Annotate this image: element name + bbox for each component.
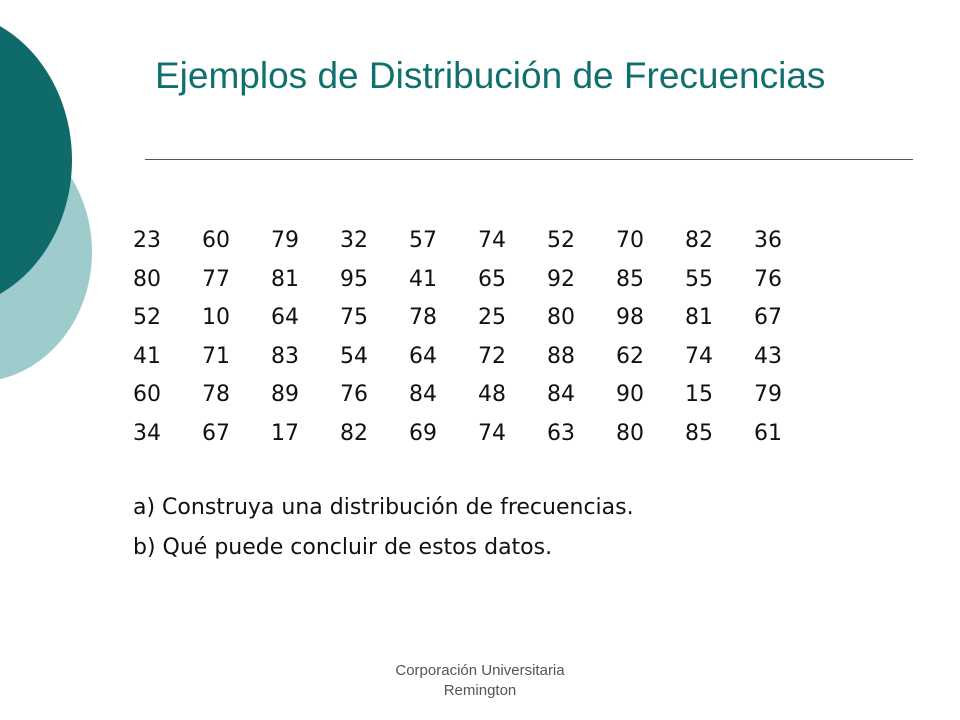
data-cell: 32	[340, 228, 368, 253]
data-cell: 64	[271, 305, 299, 330]
data-cell: 43	[754, 343, 782, 369]
data-row	[133, 222, 823, 261]
data-cell: 89	[271, 382, 299, 407]
data-cell: 23	[133, 228, 161, 253]
data-cell: 52	[547, 228, 575, 253]
data-row	[133, 261, 823, 300]
data-cell: 84	[409, 382, 437, 407]
data-cell: 36	[754, 228, 782, 253]
data-cell: 98	[616, 305, 644, 330]
data-grid	[133, 222, 823, 453]
data-cell: 70	[616, 228, 644, 253]
data-cell: 62	[616, 343, 644, 369]
data-cell: 75	[340, 305, 368, 330]
data-cell: 60	[133, 382, 161, 407]
data-cell: 77	[202, 266, 230, 292]
data-cell: 55	[685, 266, 713, 292]
data-cell: 95	[340, 266, 368, 292]
data-cell: 76	[340, 382, 368, 407]
data-cell: 85	[685, 420, 713, 446]
data-cell: 85	[616, 266, 644, 292]
title-divider	[145, 159, 913, 160]
data-cell: 52	[133, 305, 161, 330]
data-cell: 78	[409, 305, 437, 330]
data-cell: 88	[547, 343, 575, 369]
data-cell: 60	[202, 228, 230, 253]
data-cell: 41	[409, 266, 437, 292]
data-cell: 63	[547, 420, 575, 446]
data-cell: 74	[478, 420, 506, 446]
data-cell: 81	[271, 266, 299, 292]
data-cell: 82	[685, 228, 713, 253]
data-cell: 79	[754, 382, 782, 407]
data-cell: 80	[616, 420, 644, 446]
data-cell: 83	[271, 343, 299, 369]
data-cell: 69	[409, 420, 437, 446]
data-cell: 79	[271, 228, 299, 253]
data-cell: 34	[133, 420, 161, 446]
question-a: a) Construya una distribución de frecuencias.	[133, 495, 634, 520]
data-cell: 64	[409, 343, 437, 369]
data-cell: 54	[340, 343, 368, 369]
data-cell: 74	[478, 228, 506, 253]
footer-line-2: Remington	[443, 682, 517, 699]
data-row	[133, 376, 823, 415]
data-cell: 92	[547, 266, 575, 292]
data-row	[133, 338, 823, 377]
data-cell: 10	[202, 305, 230, 330]
data-cell: 61	[754, 420, 782, 446]
data-cell: 17	[271, 420, 299, 446]
data-cell: 67	[202, 420, 230, 446]
question-b: b) Qué puede concluir de estos datos.	[133, 535, 553, 560]
data-cell: 41	[133, 343, 161, 369]
data-cell: 78	[202, 382, 230, 407]
data-cell: 82	[340, 420, 368, 446]
footer	[330, 661, 630, 701]
data-cell: 76	[754, 266, 782, 292]
data-cell: 71	[202, 343, 230, 369]
data-cell: 57	[409, 228, 437, 253]
data-cell: 67	[754, 305, 782, 330]
data-cell: 80	[133, 266, 161, 292]
data-cell: 15	[685, 382, 713, 407]
data-cell: 65	[478, 266, 506, 292]
data-cell: 90	[616, 382, 644, 407]
data-cell: 72	[478, 343, 506, 369]
data-cell: 74	[685, 343, 713, 369]
data-row	[133, 415, 823, 454]
footer-line-1: Corporación Universitaria	[395, 662, 565, 679]
data-row	[133, 299, 823, 338]
data-cell: 84	[547, 382, 575, 407]
data-cell: 80	[547, 305, 575, 330]
data-cell: 48	[478, 382, 506, 407]
slide-title: Ejemplos de Distribución de Frecuencias	[155, 55, 826, 96]
data-cell: 81	[685, 305, 713, 330]
data-cell: 25	[478, 305, 506, 330]
